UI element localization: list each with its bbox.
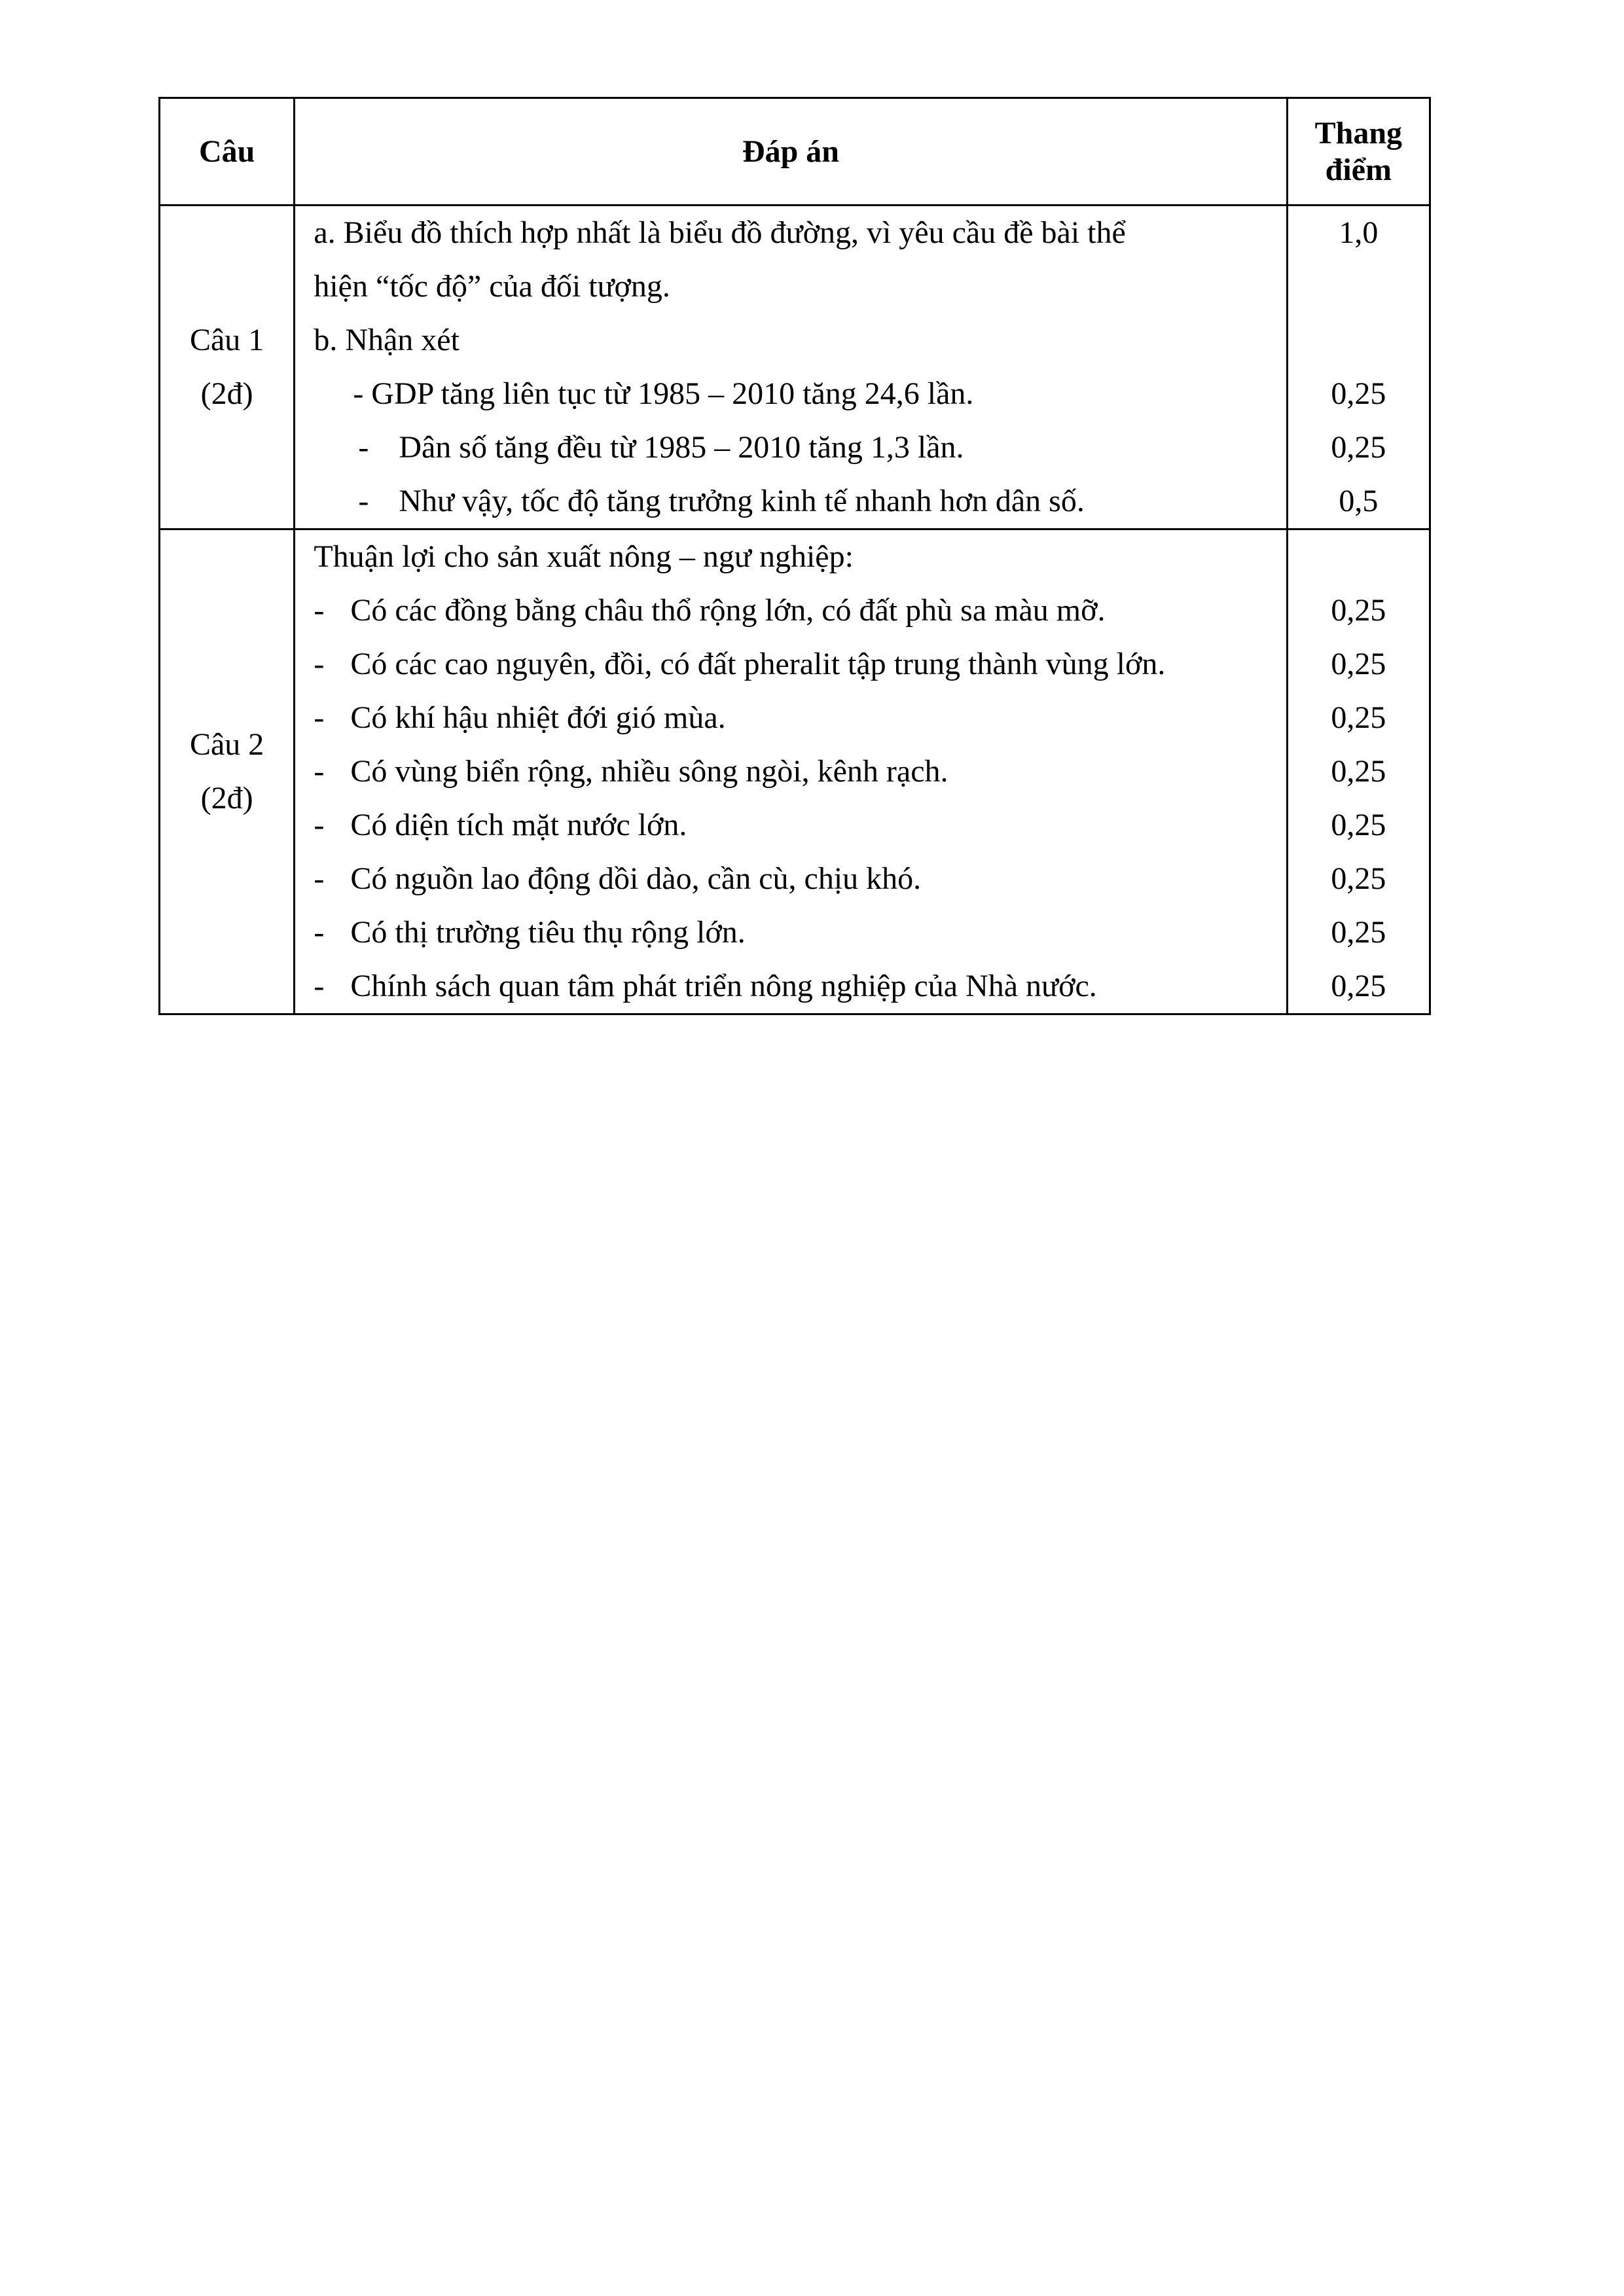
q2-score: 0,25 xyxy=(1331,969,1386,1003)
q2-score: 0,25 xyxy=(1331,861,1386,896)
q2-score: 0,25 xyxy=(1331,808,1386,842)
q1-line-b: b. Nhận xét xyxy=(314,323,460,357)
question-1-scores xyxy=(1287,206,1430,529)
dash-marker: - xyxy=(314,647,325,681)
q2-item xyxy=(295,798,1286,852)
q2-item xyxy=(295,691,1286,745)
q2-item xyxy=(295,637,1286,691)
question-2-label-line2: (2đ) xyxy=(200,781,253,816)
dash-marker: - xyxy=(314,593,325,628)
header-dap-an: Đáp án xyxy=(295,98,1287,206)
q2-item-text: Có các đồng bằng châu thổ rộng lớn, có đất phù sa màu mỡ. xyxy=(350,593,1106,628)
answer-key-table xyxy=(158,97,1431,1015)
dash-marker: - xyxy=(314,754,325,789)
q2-item-text: Có nguồn lao động dồi dào, cần cù, chịu khó. xyxy=(350,861,922,896)
q2-intro: Thuận lợi cho sản xuất nông – ngư nghiệp: xyxy=(314,539,854,574)
q2-item xyxy=(295,906,1286,960)
dash-marker: - xyxy=(314,861,325,896)
dash-marker: - xyxy=(358,430,369,465)
header-thang-diem xyxy=(1287,98,1430,206)
q2-score: 0,25 xyxy=(1331,593,1386,628)
q2-item-text: Có vùng biển rộng, nhiều sông ngòi, kênh rạch. xyxy=(350,754,948,789)
question-2-label xyxy=(160,529,295,1014)
q2-item xyxy=(295,852,1286,906)
q2-score: 0,25 xyxy=(1331,700,1386,735)
dash-marker: - xyxy=(314,969,325,1003)
question-1-label-line1: Câu 1 xyxy=(189,323,264,357)
q1-line-dan-so xyxy=(295,421,1286,475)
q2-item-text: Có các cao nguyên, đồi, có đất pheralit tập trung thành vùng lớn. xyxy=(350,647,1166,681)
question-1-row xyxy=(160,206,1430,529)
question-2-answer xyxy=(295,529,1287,1014)
dash-marker: - xyxy=(314,808,325,842)
q1-line-a2: hiện “tốc độ” của đối tượng. xyxy=(314,269,670,304)
q1-score-blank-1 xyxy=(1288,260,1429,314)
header-thang-diem-line2: điểm xyxy=(1325,152,1392,187)
q1-score-a: 1,0 xyxy=(1339,215,1379,250)
header-row xyxy=(160,98,1430,206)
q2-score: 0,25 xyxy=(1331,647,1386,681)
dash-marker: - xyxy=(314,700,325,735)
q1-line-nhu-vay-text: Như vậy, tốc độ tăng trưởng kinh tế nhanh hơn dân số. xyxy=(399,484,1085,518)
q2-score: 0,25 xyxy=(1331,754,1386,789)
header-cau: Câu xyxy=(160,98,295,206)
q2-item-text: Có diện tích mặt nước lớn. xyxy=(350,808,687,842)
question-1-label xyxy=(160,206,295,529)
dash-marker: - xyxy=(314,915,325,950)
q2-item xyxy=(295,584,1286,637)
question-2-scores xyxy=(1287,529,1430,1014)
q1-score-gdp: 0,25 xyxy=(1331,376,1386,411)
q2-item xyxy=(295,960,1286,1013)
q1-score-dan-so: 0,25 xyxy=(1331,430,1386,465)
header-thang-diem-line1: Thang xyxy=(1314,115,1403,151)
q2-item-text: Chính sách quan tâm phát triển nông nghiệp của Nhà nước. xyxy=(350,969,1097,1003)
q1-line-gdp: - GDP tăng liên tục từ 1985 – 2010 tăng 24,6 lần. xyxy=(353,376,974,411)
q1-line-dan-so-text: Dân số tăng đều từ 1985 – 2010 tăng 1,3 lần. xyxy=(399,430,964,465)
q1-line-nhu-vay xyxy=(295,475,1286,528)
q2-item-text: Có khí hậu nhiệt đới gió mùa. xyxy=(350,700,726,735)
question-1-answer xyxy=(295,206,1287,529)
question-1-label-line2: (2đ) xyxy=(200,376,253,411)
q2-score: 0,25 xyxy=(1331,915,1386,950)
question-2-row xyxy=(160,529,1430,1014)
dash-marker: - xyxy=(358,484,369,518)
q2-item-text: Có thị trường tiêu thụ rộng lớn. xyxy=(350,915,746,950)
q1-score-blank-2 xyxy=(1288,314,1429,367)
q1-line-a1: a. Biểu đồ thích hợp nhất là biểu đồ đường, vì yêu cầu đề bài thể xyxy=(314,215,1126,250)
q2-score-blank xyxy=(1288,530,1429,584)
question-2-label-line1: Câu 2 xyxy=(189,727,264,762)
q1-score-nhu-vay: 0,5 xyxy=(1339,484,1379,518)
q2-item xyxy=(295,745,1286,798)
